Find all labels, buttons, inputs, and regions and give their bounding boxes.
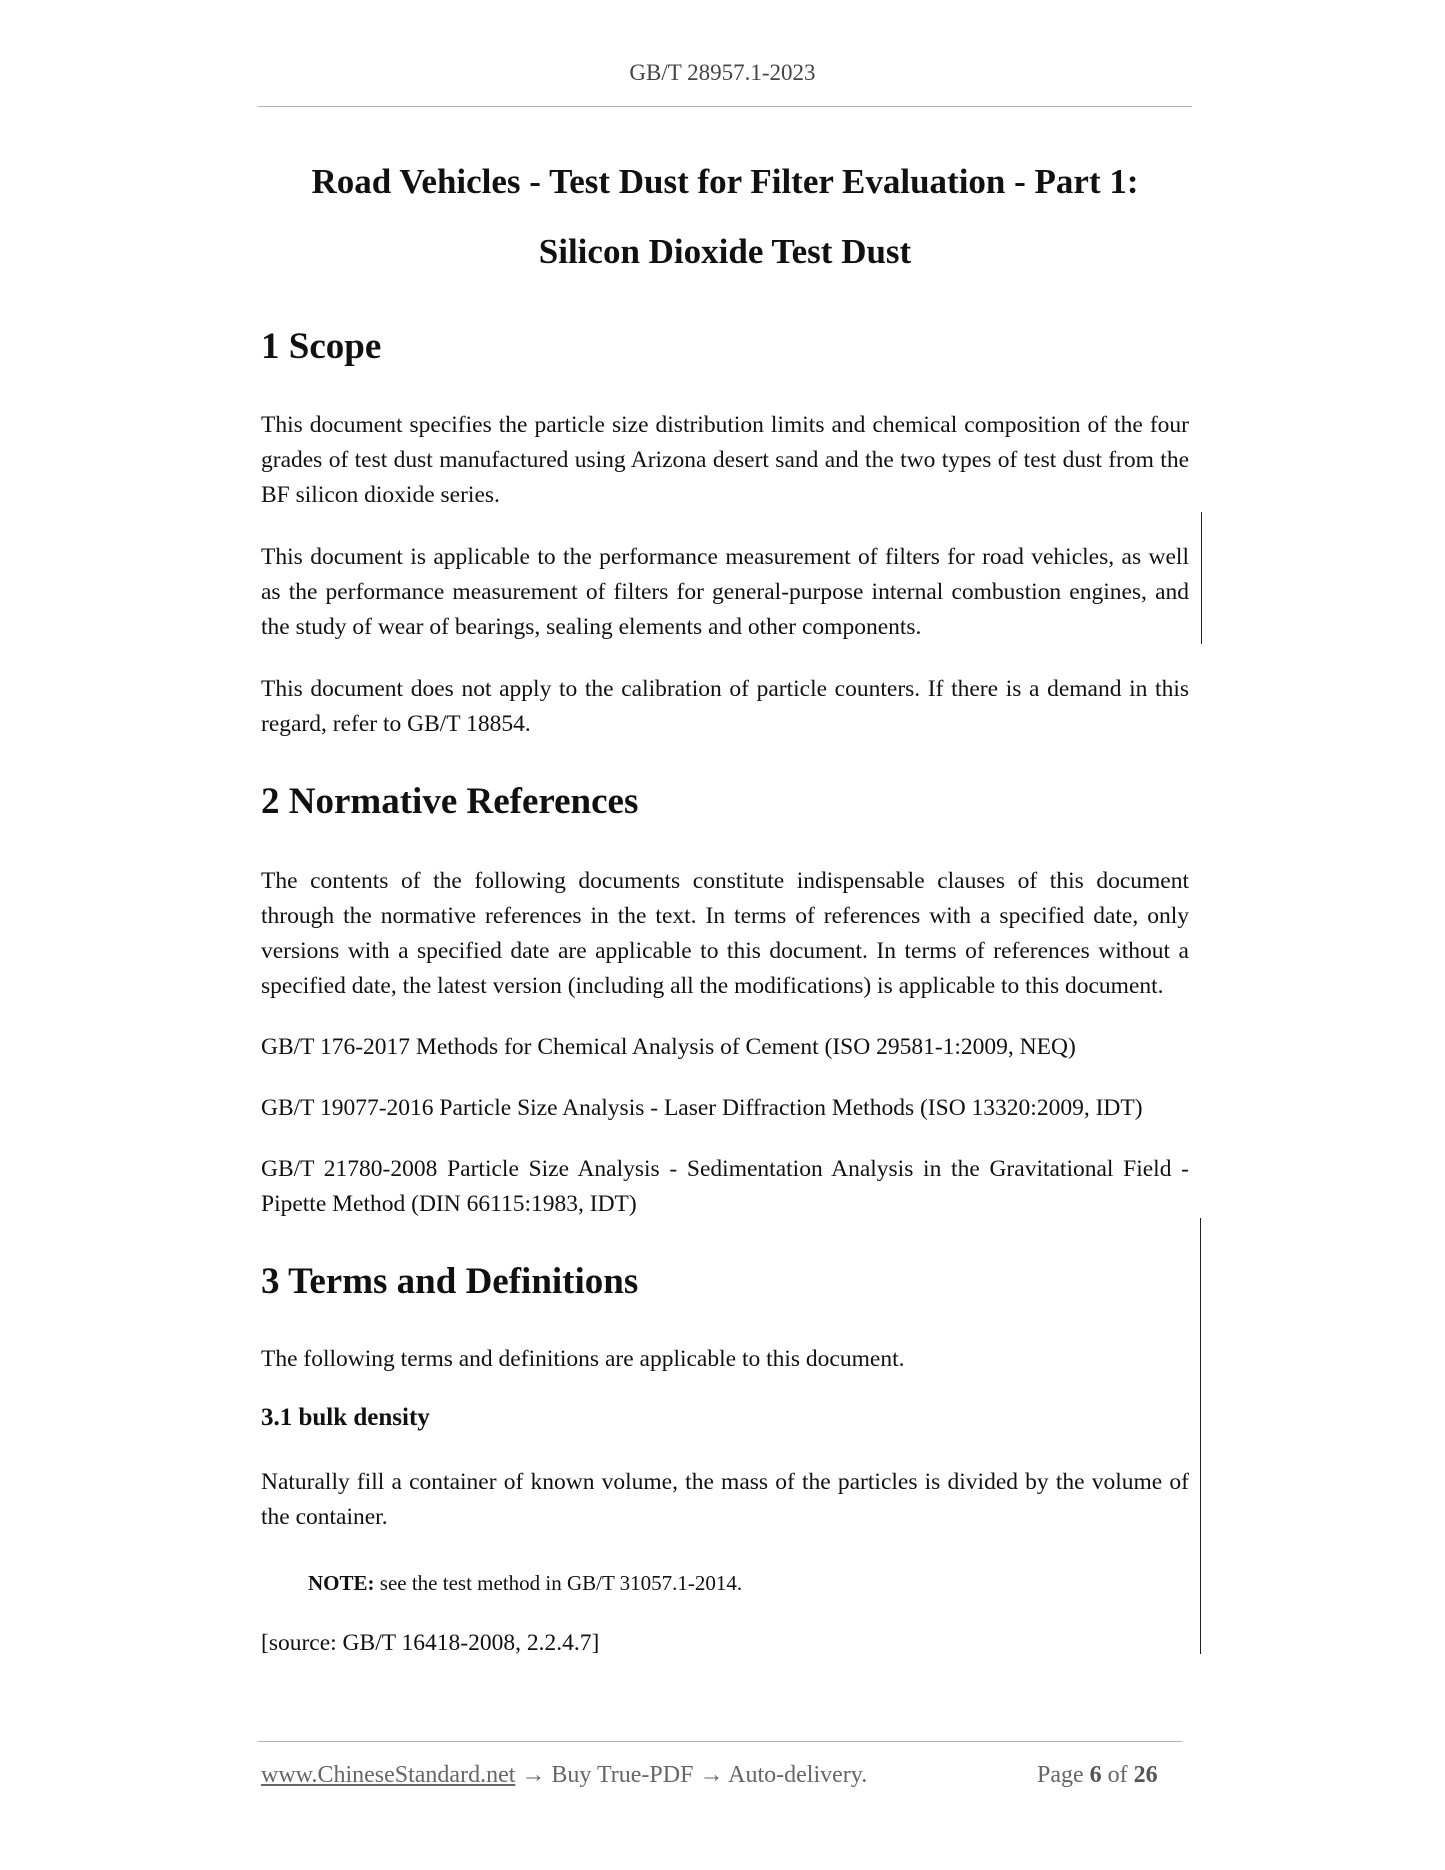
scope-paragraph-2: This document is applicable to the performance measurement of filters for road vehicles, as well as the performance measurement of filters for general-purpose internal combustion engines, and the study of wear of bearings, sealing elements and other components. [261, 544, 1189, 640]
scope-paragraph-3: This document does not apply to the calibration of particle counters. If there is a demand in this regard, refer to GB/T 18854. [261, 676, 1189, 737]
section-3-heading: 3 Terms and Definitions [261, 1261, 639, 1302]
document-title-line-2: Silicon Dioxide Test Dust [538, 232, 912, 271]
current-page-number: 6 [1089, 1762, 1102, 1788]
total-pages-number: 26 [1133, 1762, 1158, 1788]
term-source: [source: GB/T 16418-2008, 2.2.4.7] [261, 1630, 600, 1656]
document-title-line-1: Road Vehicles - Test Dust for Filter Evaluation - Part 1: [311, 162, 1139, 201]
term-heading-bulk-density: 3.1 bulk density [261, 1404, 430, 1431]
chinese-standard-link[interactable]: www.ChineseStandard.net [261, 1762, 516, 1788]
document-code-header: GB/T 28957.1-2023 [629, 60, 816, 85]
page-indicator [1037, 1760, 1158, 1790]
note-text: see the test method in GB/T 31057.1-2014. [374, 1571, 743, 1595]
header-divider [258, 106, 1192, 107]
page-label: Page [1037, 1762, 1090, 1788]
term-definition: Naturally fill a container of known volume, the mass of the particles is divided by the volume of the container. [261, 1469, 1189, 1530]
revision-bar [1200, 1218, 1201, 1654]
term-note [308, 1568, 742, 1598]
terms-intro-paragraph: The following terms and definitions are applicable to this document. [261, 1346, 905, 1372]
auto-delivery-text: Auto-delivery. [728, 1762, 868, 1788]
footer-divider [258, 1741, 1182, 1742]
arrow-icon: → [693, 1762, 729, 1788]
reference-item: GB/T 176-2017 Methods for Chemical Analysis of Cement (ISO 29581-1:2009, NEQ) [261, 1034, 1076, 1060]
section-1-heading: 1 Scope [261, 326, 382, 367]
section-2-heading: 2 Normative References [261, 781, 639, 822]
arrow-icon: → [515, 1762, 552, 1788]
of-label: of [1101, 1762, 1134, 1788]
buy-true-pdf-text: Buy True-PDF [551, 1762, 694, 1788]
reference-item: GB/T 19077-2016 Particle Size Analysis - Laser Diffraction Methods (ISO 13320:2009, IDT) [261, 1095, 1143, 1121]
normative-references-paragraph: The contents of the following documents constitute indispensable clauses of this document through the normative references in the text. In terms of references with a specified date, only versions with a specified date are applicable to this document. In terms of references without a specified date, the latest version (including all the modifications) is applicable to this document. [261, 868, 1189, 999]
note-label: NOTE: [308, 1571, 375, 1595]
reference-item: GB/T 21780-2008 Particle Size Analysis - Sedimentation Analysis in the Gravitational Field - Pipette Method (DIN 66115:1983, IDT) [261, 1156, 1189, 1217]
scope-paragraph-1: This document specifies the particle size distribution limits and chemical composition of the four grades of test dust manufactured using Arizona desert sand and the two types of test dust from the BF silicon dioxide series. [261, 412, 1189, 508]
revision-bar [1201, 512, 1202, 644]
footer-promo [261, 1760, 867, 1790]
